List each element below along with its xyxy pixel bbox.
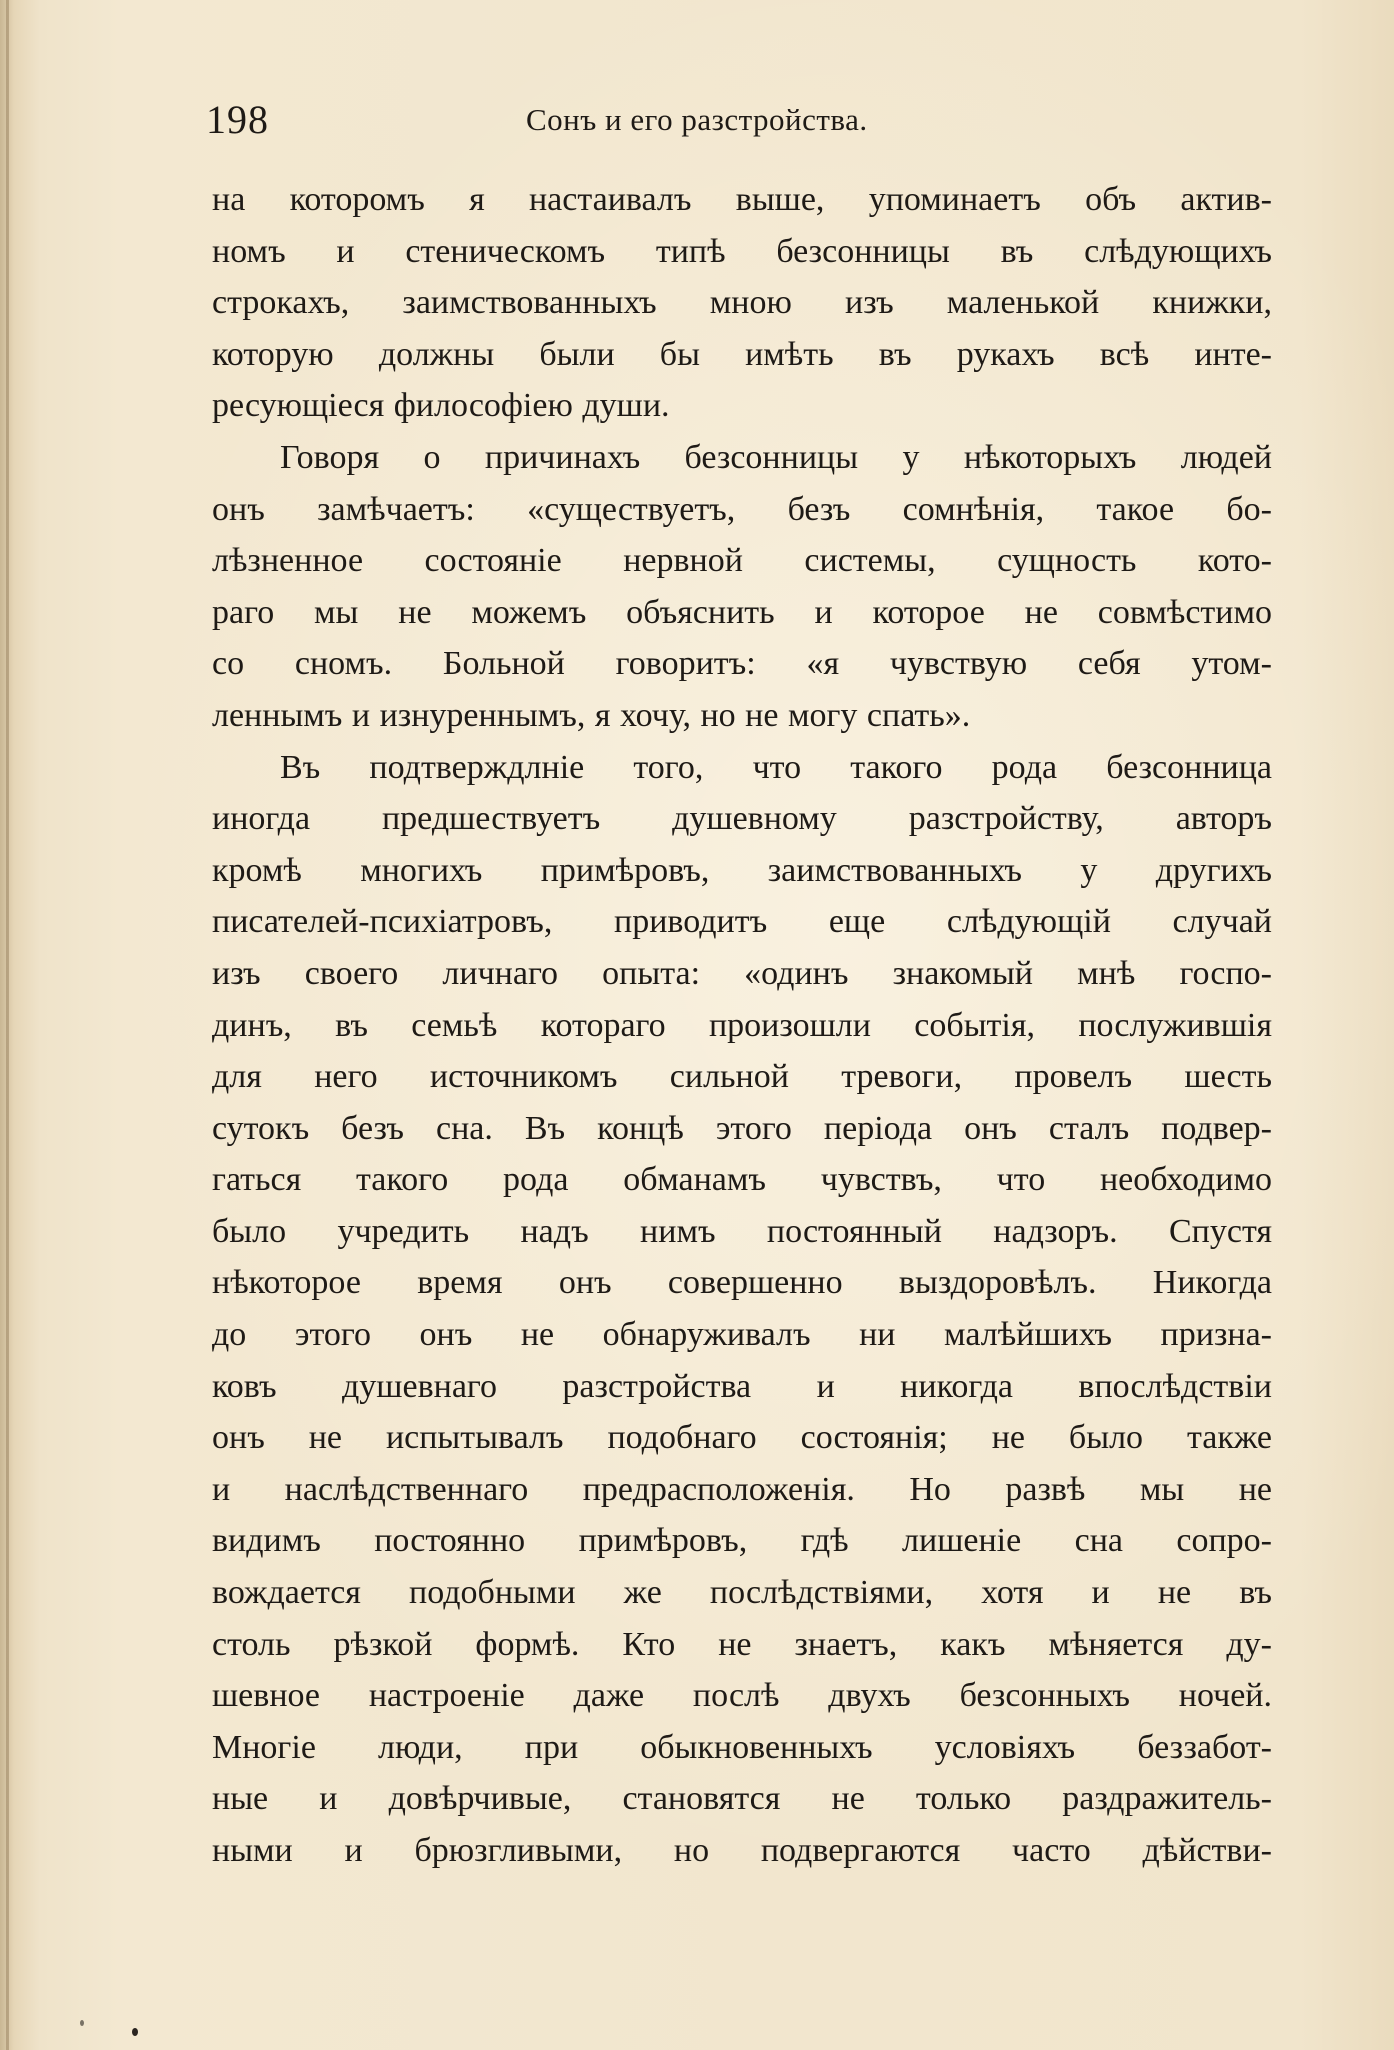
page-edge	[6, 0, 9, 2050]
page-header	[206, 92, 1268, 148]
text-line: столь рѣзкой формѣ. Кто не знаетъ, какъ мѣняется ду-	[212, 1625, 1272, 1663]
text-line: леннымъ и изнуреннымъ, я хочу, но не могу спать».	[212, 696, 971, 734]
text-line: Въ подтверждлніе того, что такого рода безсонница	[280, 748, 1272, 786]
page-number: 198	[206, 97, 269, 142]
text-line: онъ не испытывалъ подобнаго состоянія; не было также	[212, 1419, 1272, 1457]
text-line: гаться такого рода обманамъ чувствъ, что необходимо	[212, 1161, 1272, 1199]
text-line: кромѣ многихъ примѣровъ, заимствованныхъ у другихъ	[212, 851, 1272, 889]
text-line: было учредить надъ нимъ постоянный надзоръ. Спустя	[212, 1212, 1272, 1250]
text-line: изъ своего личнаго опыта: «одинъ знакомый мнѣ госпо-	[212, 954, 1272, 992]
text-line: нѣкоторое время онъ совершенно выздоровѣлъ. Никогда	[212, 1264, 1272, 1302]
running-title: Сонъ и его разстройства.	[526, 102, 868, 137]
text-line: писателей-психіатровъ, приводитъ еще слѣдующій случай	[212, 903, 1272, 941]
text-line: для него источникомъ сильной тревоги, провелъ шесть	[212, 1058, 1272, 1096]
text-line: строкахъ, заимствованныхъ мною изъ маленькой книжки,	[212, 284, 1272, 322]
text-line: сутокъ безъ сна. Въ концѣ этого періода онъ сталъ подвер-	[212, 1109, 1272, 1147]
text-line: онъ замѣчаетъ: «существуетъ, безъ сомнѣнія, такое бо-	[212, 490, 1272, 528]
text-line: на которомъ я настаивалъ выше, упоминаетъ объ актив-	[212, 181, 1272, 218]
text-line: раго мы не можемъ объяснить и которое не совмѣстимо	[212, 593, 1272, 631]
text-line: ковъ душевнаго разстройства и никогда впослѣдствіи	[212, 1367, 1272, 1405]
text-line: ресующіеся философіею души.	[212, 387, 670, 425]
text-line: до этого онъ не обнаруживалъ ни малѣйшихъ призна-	[212, 1316, 1272, 1354]
text-line: которую должны были бы имѣть въ рукахъ всѣ инте-	[212, 335, 1272, 373]
text-line: номъ и стеническомъ типѣ безсонницы въ слѣдующихъ	[212, 232, 1272, 270]
text-line: ными и брюзгливыми, но подвергаются часто дѣйстви-	[212, 1832, 1272, 1869]
text-line: динъ, въ семьѣ котораго произошли событія, послужившія	[212, 1006, 1272, 1044]
text-line: иногда предшествуетъ душевному разстройству, авторъ	[212, 800, 1272, 838]
text-line: видимъ постоянно примѣровъ, гдѣ лишеніе сна сопро-	[212, 1522, 1272, 1560]
ink-speck	[132, 2028, 138, 2036]
text-line: лѣзненное состояніе нервной системы, сущность кото-	[212, 542, 1272, 580]
text-line: вождается подобными же послѣдствіями, хотя и не въ	[212, 1574, 1272, 1612]
text-line: и наслѣдственнаго предрасположенія. Но развѣ мы не	[212, 1470, 1272, 1508]
text-line: шевное настроеніе даже послѣ двухъ безсонныхъ ночей.	[212, 1677, 1272, 1715]
text-line: Многіе люди, при обыкновенныхъ условіяхъ беззабот-	[212, 1728, 1272, 1766]
text-line: Говоря о причинахъ безсонницы у нѣкоторыхъ людей	[280, 438, 1272, 476]
body-text	[212, 174, 1272, 1877]
ink-speck	[80, 2020, 84, 2026]
text-line: ные и довѣрчивые, становятся не только раздражитель-	[212, 1780, 1272, 1818]
text-line: со сномъ. Больной говоритъ: «я чувствую себя утом-	[212, 645, 1272, 683]
